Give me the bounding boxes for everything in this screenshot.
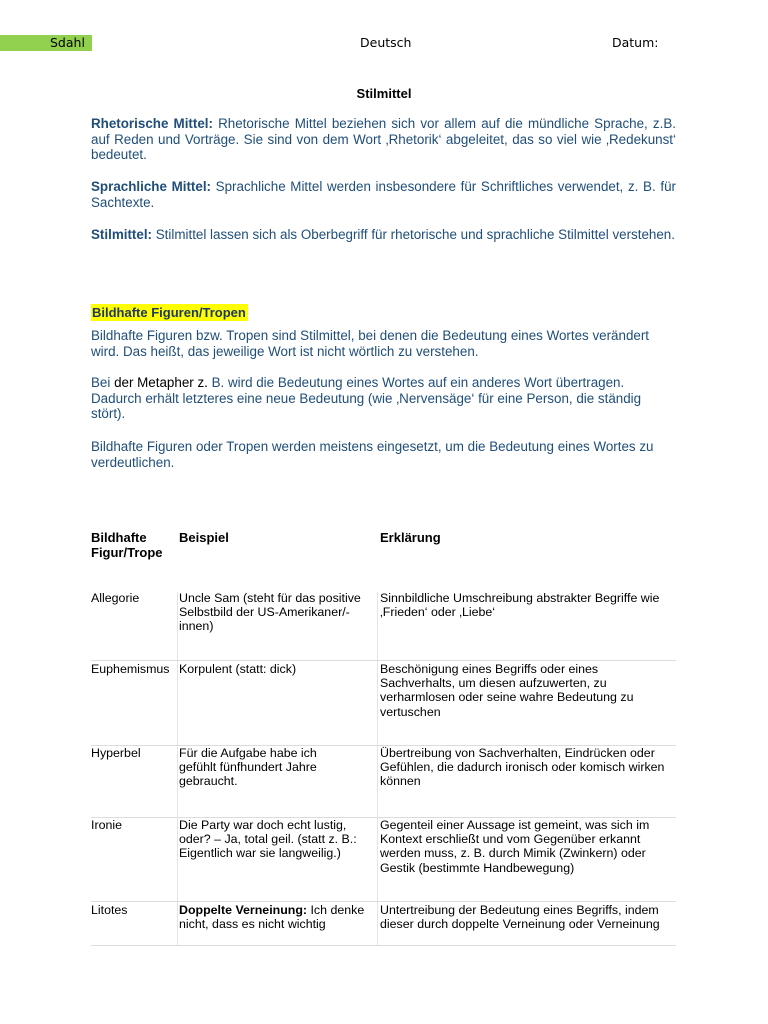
subject-label: Deutsch (360, 35, 412, 50)
definition-rhetorische-mittel (91, 116, 676, 163)
author-highlight (0, 35, 92, 51)
cell-example-text: Uncle Sam (steht für das positive Selbstbild der US-Amerikaner/-innen) (179, 591, 361, 634)
text-run: der Metapher (114, 375, 194, 390)
definition-sprachliche-mittel (91, 179, 676, 210)
cell-example (179, 818, 375, 861)
cell-explanation: Untertreibung der Bedeutung eines Begriffs, indem dieser durch doppelte Verneinung oder Verneinung (380, 903, 660, 932)
cell-example (179, 591, 375, 634)
table-header-figure: Bildhafte Figur/Trope (91, 530, 163, 560)
page-title: Stilmittel (356, 86, 412, 101)
section-paragraph: Bildhafte Figuren oder Tropen werden meistens eingesetzt, um die Bedeutung eines Wortes zu verdeutlichen. (91, 439, 654, 470)
definition-text: Sprachliche Mittel werden insbesondere für Schriftliches verwendet, z. B. für Sachtexte. (91, 179, 676, 210)
definition-term: Rhetorische Mittel: (91, 116, 213, 131)
cell-example-text: Für die Aufgabe habe ich gefühlt fünfhundert Jahre gebraucht. (179, 746, 317, 789)
cell-figure: Ironie (91, 818, 122, 832)
cell-explanation: Übertreibung von Sachverhalten, Eindrücken oder Gefühlen, die dadurch ironisch oder komisch wirken können (380, 746, 665, 789)
cell-figure: Hyperbel (91, 746, 141, 760)
cell-example (179, 746, 329, 789)
cell-explanation: Gegenteil einer Aussage ist gemeint, was sich im Kontext erschließt und vom Gegenüber erkannt werden muss, z. B. durch Mimik (Zwinkern) oder Gestik (bestimmte Handbewegung) (380, 818, 650, 875)
table-divider (91, 660, 676, 661)
cell-figure: Litotes (91, 903, 128, 917)
cell-explanation: Beschönigung eines Begriffs oder eines Sachverhalts, um diesen aufzuwerten, zu verharmlosen oder seine wahre Bedeutung zu vertuschen (380, 662, 634, 719)
cell-example (179, 662, 375, 676)
cell-example-bold: Doppelte Verneinung: (179, 903, 308, 917)
section-heading: Bildhafte Figuren/Tropen (92, 305, 246, 320)
text-run: B. wird die Bedeutung eines Wortes auf ein anderes Wort übertragen. Dadurch erhält letzteres eine neue Bedeutung (wie ‚Nervensäge‘ für eine Person, die ständig stört). (91, 375, 642, 422)
table-divider (177, 592, 178, 946)
table-header-explanation: Erklärung (380, 530, 441, 545)
cell-example-text: Ich denke nicht, dass es nicht wichtig (179, 903, 365, 932)
cell-example (179, 903, 375, 931)
metaphor-paragraph (91, 375, 676, 422)
definition-term: Stilmittel: (91, 227, 153, 242)
text-run: Bei (91, 375, 115, 390)
cell-example-text: Die Party war doch echt lustig, oder? – Ja, total geil. (statt z. B.: Eigentlich war sie langweilig.) (179, 818, 357, 861)
table-divider (91, 901, 676, 902)
table-header-example: Beispiel (179, 530, 229, 545)
cell-example-text: Korpulent (statt: dick) (179, 662, 297, 676)
section-paragraph: Bildhafte Figuren bzw. Tropen sind Stilmittel, bei denen die Bedeutung eines Wortes verändert wird. Das heißt, das jeweilige Wort ist nicht wörtlich zu verstehen. (91, 328, 650, 359)
date-label: Datum: (612, 35, 659, 50)
definition-stilmittel (91, 227, 676, 243)
table-divider (91, 945, 676, 946)
cell-explanation: Sinnbildliche Umschreibung abstrakter Begriffe wie ‚Frieden‘ oder ‚Liebe‘ (380, 591, 660, 620)
text-run: z. (193, 375, 212, 390)
definition-term: Sprachliche Mittel: (91, 179, 211, 194)
author-name: Sdahl (50, 35, 85, 50)
cell-figure: Allegorie (91, 591, 140, 605)
definition-text: Stilmittel lassen sich als Oberbegriff für rhetorische und sprachliche Stilmittel verstehen. (152, 227, 675, 242)
definition-text: Rhetorische Mittel beziehen sich vor allem auf die mündliche Sprache, z.B. auf Reden und Vorträge. Sie sind von dem Wort ‚Rhetorik‘ abgeleitet, das so viel wie ‚Redekunst‘ bedeutet. (91, 116, 676, 163)
cell-figure: Euphemismus (91, 662, 170, 676)
table-divider (377, 592, 378, 946)
